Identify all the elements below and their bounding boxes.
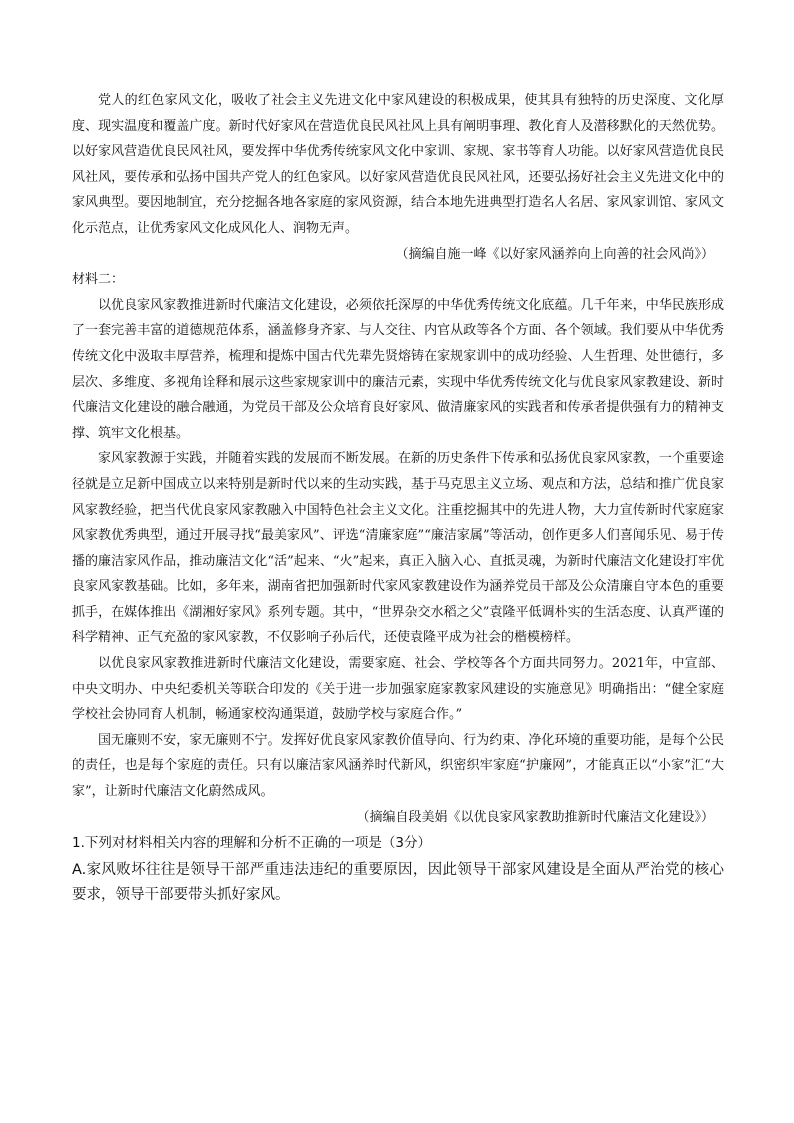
material2-paragraph-3: 以优良家风家教推进新时代廉洁文化建设，需要家庭、社会、学校等各个方面共同努力。2021年，中宣部、中央文明办、中央纪委机关等联合印发的《关于进一步加强家庭家教家风建设的实施意见》明确指出：“健全家庭学校社会协同育人机制，畅通家校沟通渠道，鼓励学校与家庭合作。” (72, 656, 724, 723)
material1-source: （摘编自施一峰《以好家风涵养向上向善的社会风尚》） (395, 246, 714, 262)
material2-label: 材料二： (72, 272, 125, 288)
material1-paragraph: 党人的红色家风文化，吸收了社会主义先进文化中家风建设的积极成果，使其具有独特的历史深度、文化厚度、现实温度和覆盖广度。新时代好家风在营造优良民风社风上具有阐明事理、教化育人及潜移默化的天然优势。以好家风营造优良民风社风，要发挥中华优秀传统家风文化中家训、家规、家书等育人功能。以好家风营造优良民风社风，要传承和弘扬中国共产党人的红色家风。以好家风营造优良民风社风，还要弘扬好社会主义先进文化中的家风典型。要因地制宜，充分挖掘各地各家庭的家风资源，结合本地先进典型打造名人名居、家风家训馆、家风文化示范点，让优秀家风文化成风化人、润物无声。 (72, 93, 724, 236)
material2-paragraph-4: 国无廉则不安，家无廉则不宁。发挥好优良家风家教价值导向、行为约束、净化环境的重要功能，是每个公民的责任，也是每个家庭的责任。只有以廉洁家风涵养时代新风，织密织牢家庭“护廉网”，才能真正以“小家”汇“大家”，让新时代廉洁文化蔚然成风。 (72, 732, 724, 800)
material2-paragraph-2: 家风家教源于实践，并随着实践的发展而不断发展。在新的历史条件下传承和弘扬优良家风家教，一个重要途径就是立足新中国成立以来特别是新时代以来的生动实践，基于马克思主义立场、观点和方法，总结和推广优良家风家教经验，把当代优良家风家教融入中国特色社会主义文化。注重挖掘其中的先进人物，大力宣传新时代家庭家风家教优秀典型，通过开展寻找“最美家风”、评选“清廉家庭”“廉洁家属”等活动，创作更多人们喜闻乐见、易于传播的廉洁家风作品，推动廉洁文化“活”起来、“火”起来，真正入脑入心、直抵灵魂，为新时代廉洁文化建设打牢优良家风家教基础。比如，多年来，湖南省把加强新时代家风家教建设作为涵养党员干部及公众清廉自守本色的重要抓手，在媒体推出《湖湘好家风》系列专题。其中，“世界杂交水稻之父”袁隆平低调朴实的生活态度、认真严谨的科学精神、正气充盈的家风家教，不仅影响子孙后代，还使袁隆平成为社会的楷模榜样。 (72, 451, 724, 646)
question-option-a: A.家风败坏往往是领导干部严重违法违纪的重要原因，因此领导干部家风建设是全面从严治党的核心要求，领导干部要带头抓好家风。 (72, 862, 724, 904)
page-content (72, 88, 724, 908)
material2-paragraph-1: 以优良家风家教推进新时代廉洁文化建设，必须依托深厚的中华优秀传统文化底蕴。几千年来，中华民族形成了一套完善丰富的道德规范体系，涵盖修身齐家、与人交往、内官从政等各个方面、各个领域。我们要从中华优秀传统文化中汲取丰厚营养，梳理和提炼中国古代先辈先贤熔铸在家规家训中的成功经验、人生哲理、处世德行，多层次、多维度、多视角诠释和展示这些家规家训中的廉洁元素，实现中华优秀传统文化与优良家风家教建设、新时代廉洁文化建设的融合融通，为党员干部及公众培育良好家风、做清廉家风的实践者和传承者提供强有力的精神支撑、筑牢文化根基。 (72, 297, 724, 441)
question-stem: 1.下列对材料相关内容的理解和分析不正确的一项是（3分） (72, 835, 431, 852)
material2-source: （摘编自段美娟《以优良家风家教助推新时代廉洁文化建设》） (356, 809, 714, 825)
